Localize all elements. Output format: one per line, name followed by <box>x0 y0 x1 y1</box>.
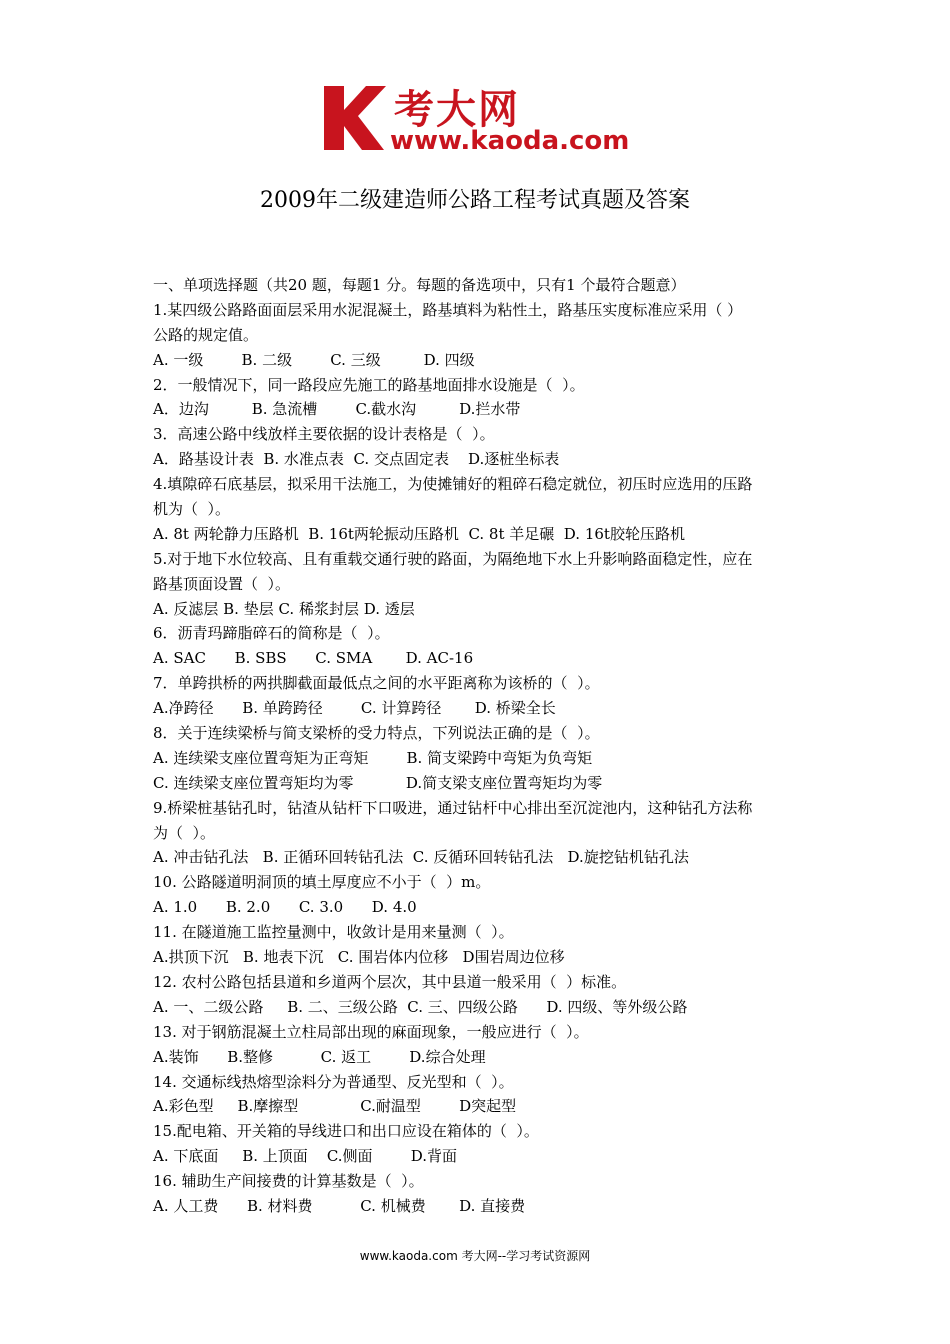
text-line: A.彩色型 B.摩擦型 C.耐温型 D突起型 <box>153 1097 517 1116</box>
text-line: 15.配电箱、开关箱的导线进口和出口应设在箱体的（ ）。 <box>153 1122 539 1141</box>
text-line: C. 连续梁支座位置弯矩均为零 D.简支梁支座位置弯矩均为零 <box>153 773 603 792</box>
text-line: 机为（ ）。 <box>153 500 231 519</box>
text-line: 11. 在隧道施工监控量测中，收敛计是用来量测（ ）。 <box>153 923 514 942</box>
text-line: 公路的规定值。 <box>153 325 259 344</box>
text-line: 路基顶面设置（ ）。 <box>153 574 291 593</box>
text-line: A. 连续梁支座位置弯矩为正弯矩 B. 简支梁跨中弯矩为负弯矩 <box>153 748 593 767</box>
text-line: 14. 交通标线热熔型涂料分为普通型、反光型和（ ）。 <box>153 1072 514 1091</box>
text-line: A. 反滤层 B. 垫层 C. 稀浆封层 D. 透层 <box>153 599 415 618</box>
text-line: A. 1.0 B. 2.0 C. 3.0 D. 4.0 <box>153 898 417 917</box>
text-line: 13. 对于钢筋混凝土立柱局部出现的麻面现象，一般应进行（ ）。 <box>153 1022 589 1041</box>
text-line: A．边沟 B. 急流槽 C.截水沟 D.拦水带 <box>153 400 521 419</box>
text-line: A. 一级 B. 二级 C. 三级 D. 四级 <box>153 350 475 369</box>
text-line: 9.桥梁桩基钻孔时，钻渣从钻杆下口吸进，通过钻杆中心排出至沉淀池内，这种钻孔方法称 <box>153 798 753 817</box>
text-line: A. 人工费 B. 材料费 C. 机械费 D. 直接费 <box>153 1196 526 1215</box>
text-line: A. 下底面 B. 上顶面 C.侧面 D.背面 <box>153 1147 457 1166</box>
text-line: 5.对于地下水位较高、且有重载交通行驶的路面，为隔绝地下水上升影响路面稳定性，应在 <box>153 549 753 568</box>
text-line: A. 冲击钻孔法 B. 正循环回转钻孔法 C. 反循环回转钻孔法 D.旋挖钻机钻孔法 <box>153 848 689 867</box>
text-line: A. SAC B. SBS C. SMA D. AC-16 <box>153 649 474 668</box>
text-line: 3．高速公路中线放样主要依据的设计表格是（ ）。 <box>153 425 495 444</box>
text-line: 10. 公路隧道明洞顶的填土厚度应不小于（ ）m。 <box>153 873 491 892</box>
text-line: 一、单项选择题（共20 题，每题1 分。每题的备选项中，只有1 个最符合题意） <box>153 276 686 294</box>
question-body <box>153 273 813 1219</box>
text-line: 12. 农村公路包括县道和乡道两个层次，其中县道一般采用（ ）标准。 <box>153 972 627 991</box>
text-line: A.拱顶下沉 B. 地表下沉 C. 围岩体内位移 D围岩周边位移 <box>153 948 565 967</box>
text-line: 为（ ）。 <box>153 823 216 842</box>
text-line: 6．沥青玛蹄脂碎石的简称是（ ）。 <box>153 624 390 643</box>
document-title: 2009年二级建造师公路工程考试真题及答案 <box>260 188 690 213</box>
text-line: A.净跨径 B. 单跨跨径 C. 计算跨径 D. 桥梁全长 <box>153 699 556 718</box>
kaoda-logo <box>318 80 640 158</box>
logo-url-text: www.kaoda.com <box>390 126 630 156</box>
page-footer: www.kaoda.com 考大网--学习考试资源网 <box>359 1249 591 1263</box>
text-line: 16. 辅助生产间接费的计算基数是（ ）。 <box>153 1172 424 1191</box>
text-line: A. 8t 两轮静力压路机 B. 16t两轮振动压路机 C. 8t 羊足碾 D. 16t胶轮压路机 <box>153 524 685 543</box>
text-line: 8．关于连续梁桥与简支梁桥的受力特点，下列说法正确的是（ ）。 <box>153 724 600 743</box>
text-line: 2．一般情况下，同一路段应先施工的路基地面排水设施是（ ）。 <box>153 375 585 394</box>
text-line: 7．单跨拱桥的两拱脚截面最低点之间的水平距离称为该桥的（ ）。 <box>153 674 600 693</box>
k-logo-icon <box>318 80 388 154</box>
text-line: A. 一、二级公路 B. 二、三级公路 C. 三、四级公路 D. 四级、等外级公路 <box>153 997 688 1016</box>
text-line: 1.某四级公路路面面层采用水泥混凝土，路基填料为粘性土，路基压实度标准应采用（ ） <box>153 300 743 319</box>
text-line: A.装饰 B.整修 C. 返工 D.综合处理 <box>153 1047 486 1066</box>
logo-chinese-text: 考大网 <box>394 87 520 133</box>
text-line: A．路基设计表 B. 水准点表 C. 交点固定表 D.逐桩坐标表 <box>153 450 560 469</box>
text-line: 4.填隙碎石底基层，拟采用干法施工，为使摊铺好的粗碎石稳定就位，初压时应选用的压路 <box>153 475 753 494</box>
